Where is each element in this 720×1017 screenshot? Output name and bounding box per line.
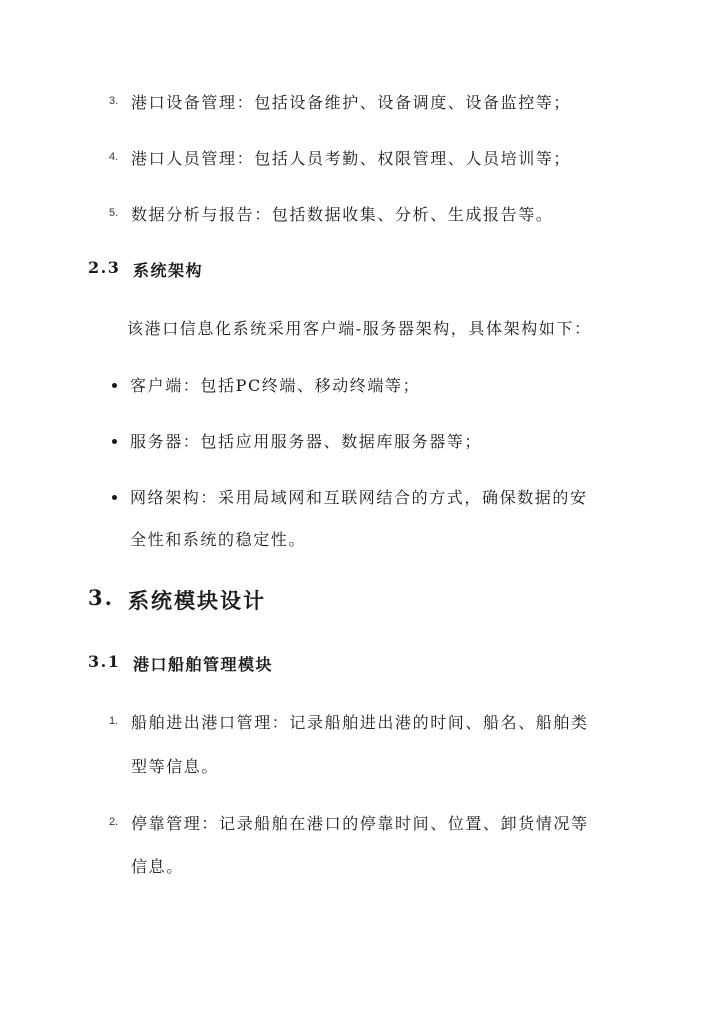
bullet-dot: [112, 495, 117, 500]
list-item-text: 停靠管理：记录船舶在港口的停靠时间、位置、卸货情况等: [131, 814, 589, 833]
bullet-dot: [112, 383, 117, 388]
list-item-text-continuation: 型等信息。: [131, 757, 220, 776]
bullet-text: 网络架构：采用局域网和互联网结合的方式，确保数据的安: [130, 488, 588, 507]
list-number: 1.: [109, 715, 119, 727]
section-title: 系统模块设计: [128, 588, 266, 613]
list-number: 4.: [109, 151, 119, 163]
bullet-text: 服务器：包括应用服务器、数据库服务器等；: [130, 432, 483, 451]
bullet-text-continuation: 全性和系统的稳定性。: [130, 530, 307, 549]
section-number: 2.3: [88, 258, 121, 277]
intro-paragraph: 该港口信息化系统采用客户端-服务器架构，具体架构如下：: [127, 319, 592, 338]
list-number: 2.: [109, 816, 119, 828]
list-item-text: 船舶进出港口管理：记录船舶进出港的时间、船名、船舶类: [131, 713, 589, 732]
list-item-text: 港口设备管理：包括设备维护、设备调度、设备监控等；: [131, 93, 572, 112]
list-item-text: 港口人员管理：包括人员考勤、权限管理、人员培训等；: [131, 149, 572, 168]
list-number: 5.: [109, 207, 119, 219]
section-number: 3.1: [88, 652, 121, 671]
section-title: 系统架构: [133, 261, 204, 280]
bullet-dot: [112, 439, 117, 444]
bullet-text: 客户端：包括PC终端、移动终端等；: [130, 376, 421, 395]
list-item-text: 数据分析与报告：包括数据收集、分析、生成报告等。: [131, 205, 554, 224]
list-item-text-continuation: 信息。: [131, 857, 184, 876]
list-number: 3.: [109, 95, 119, 107]
section-title: 港口船舶管理模块: [133, 655, 274, 674]
section-number: 3.: [88, 585, 114, 610]
